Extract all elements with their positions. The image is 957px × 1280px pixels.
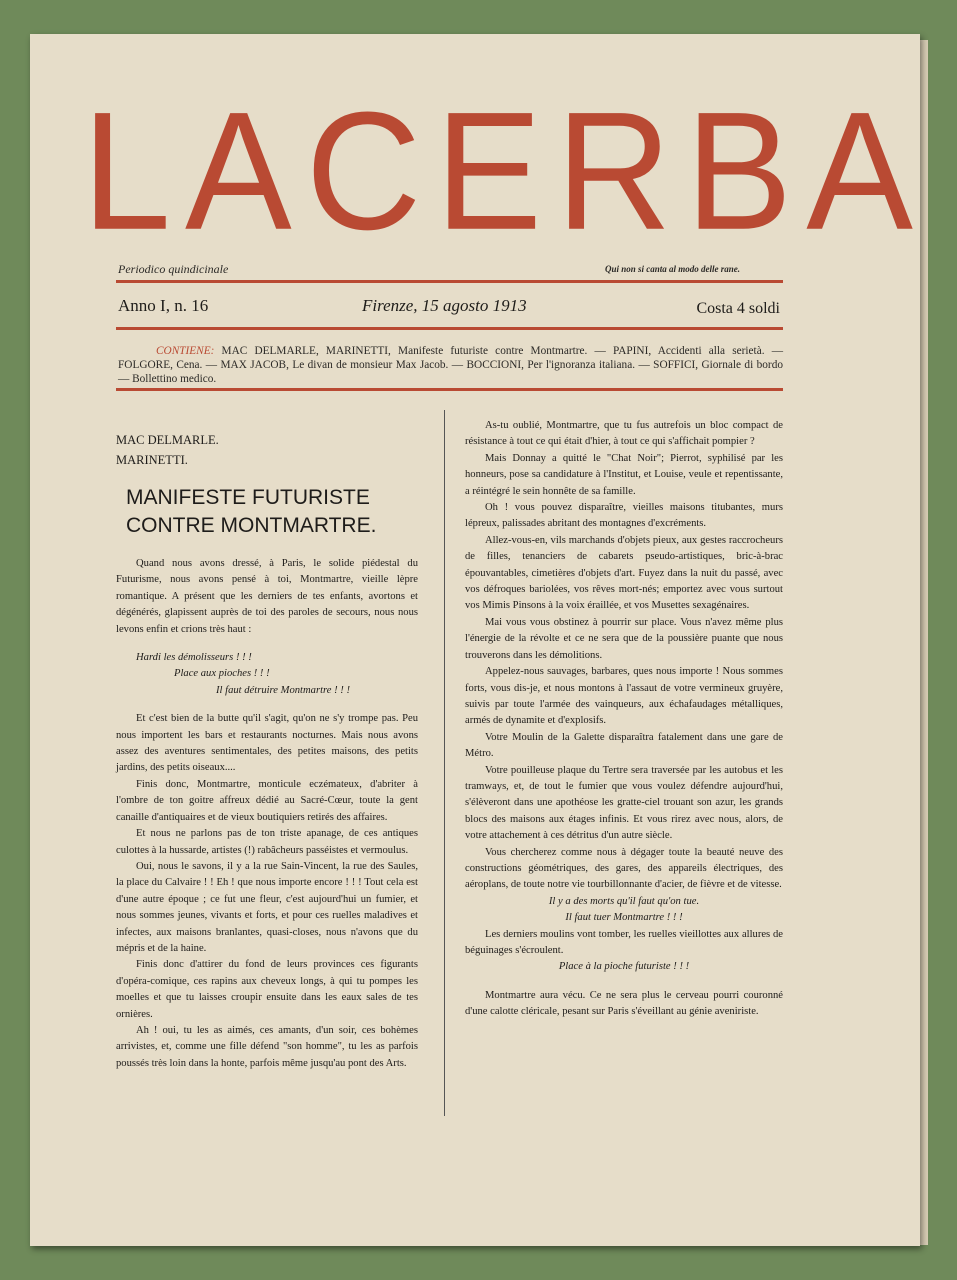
- contents-label: CONTIENE:: [156, 345, 215, 357]
- verse-line: Il faut tuer Montmartre ! ! !: [565, 912, 683, 924]
- red-rule-top: [116, 280, 783, 283]
- verse-line: Hardi les démolisseurs ! ! !: [136, 652, 252, 664]
- article-column-right: [465, 418, 783, 1021]
- article-title-line: CONTRE MONTMARTRE.: [126, 514, 377, 537]
- paragraph: Les derniers moulins vont tomber, les ruelles vieillottes aux allures de béguinages s'écroulent.: [465, 928, 783, 956]
- paragraph: Votre pouilleuse plaque du Tertre sera traversée par les autobus et les tramways, et, de tout le fumier que vous voulez défendre aujourd'hui, s'élèveront dans une apothéose les gratte-ciel trouant son azur, les grands blocs des maisons aux étages infinis. Et vous rirez avec nous, alors, de votre attachement à ces détritus d'un autre siècle.: [465, 764, 783, 842]
- verse-line: Il y a des morts qu'il faut qu'on tue.: [548, 895, 700, 907]
- paragraph: Oui, nous le savons, il y a la rue Sain-Vincent, la rue des Saules, la place du Calvaire ! ! Eh ! que nous importe encore ! ! ! Tout cela est d'une autre époque ; ce fut une fleur, c'est aujourd'hui un fumier, et nous sommes jeunes, vivants et forts, et pour ces ruelles maladives et infectes, aux maisons branlantes, quasi-closes, nous n'avons que du mépris et de la haine.: [116, 860, 418, 954]
- paragraph: Allez-vous-en, vils marchands d'objets pieux, aux gestes raccrocheurs de filles, tenanciers de cabarets pseudo-artistiques, bric-à-brac épouvantables, cimetières d'objets d'art. Fuyez dans la nuit du passé, avec vos défroques bariolées, vos rêves mort-nés; emportez avec vous surtout vos Mimis Pinsons à la voix éraillée, et vos Musettes sexagénaires.: [465, 534, 783, 612]
- article-title: [126, 484, 418, 540]
- red-rule-bottom: [116, 388, 783, 391]
- contents-summary: [118, 344, 783, 386]
- issue-number: Anno I, n. 16: [118, 296, 209, 315]
- paragraph: Et nous ne parlons pas de ton triste apanage, de ces antiques culottes à la hussarde, artistes (!) rabâcheurs passéistes et vermoulus.: [116, 828, 418, 856]
- red-rule-middle: [116, 327, 783, 330]
- paragraph: Quand nous avons dressé, à Paris, le solide piédestal du Futurisme, nous avons pensé à toi, Montmartre, vieille lèpre romantique. A présent que les derniers de tes enfants, avortons et dégénérés, glapissent auprès de toi des paroles de secours, nous nous levons enfin et crions très haut :: [116, 558, 418, 635]
- paragraph: Oh ! vous pouvez disparaître, vieilles maisons titubantes, murs lépreux, palissades abritant des montagnes d'excréments.: [465, 502, 783, 530]
- masthead-title: LACERBA: [82, 76, 927, 265]
- paragraph: Finis donc, Montmartre, monticule eczémateux, d'abriter à l'ombre de ton goitre affreux dédié au Sacré-Cœur, toute la gent canaille d'antiquaires et de vieux boutiquiers retirés des affaires.: [116, 778, 418, 823]
- paragraph: As-tu oublié, Montmartre, que tu fus autrefois un bloc compact de résistance à tout ce qui était d'hier, à tout ce qui s'affichait pompier ?: [465, 420, 783, 448]
- article-title-line: MANIFESTE FUTURISTE: [126, 486, 370, 509]
- verse-line: Il faut détruire Montmartre ! ! !: [216, 684, 350, 696]
- paragraph: Montmartre aura vécu. Ce ne sera plus le cerveau pourri couronné d'une calotte cléricale, pesant sur Paris s'éveillant au génie aveniriste.: [465, 989, 783, 1018]
- paragraph: Mai vous vous obstinez à pourrir sur place. Vous n'avez même plus l'énergie de la révolte et ce ne sera que de la poussière puante que nous trouverons dans les démolitions.: [465, 616, 783, 661]
- verse-line: Place aux pioches ! ! !: [174, 668, 270, 680]
- author-line: MAC DELMARLE.: [116, 433, 219, 447]
- paragraph: Votre Moulin de la Galette disparaîtra fatalement dans une gare de Métro.: [465, 731, 783, 760]
- motto: Qui non si canta al modo delle rane.: [605, 264, 741, 274]
- column-divider: [444, 410, 445, 1116]
- contents-text: MAC DELMARLE, MARINETTI, Manifeste futuriste contre Montmartre. — PAPINI, Accidenti alla serietà. — FOLGORE, Cena. — MAX JACOB, Le divan de monsieur Max Jacob. — BOCCIONI, Per l'ignoranza italiana. — SOFFICI, Giornale di bordo — Bollettino medico.: [118, 345, 783, 385]
- periodicity-label: Periodico quindicinale: [118, 262, 229, 276]
- article-column-left: [116, 430, 418, 1072]
- verse-line: Place à la pioche futuriste ! ! !: [558, 961, 690, 973]
- place-date: Firenze, 15 agosto 1913: [362, 296, 527, 315]
- paragraph: Finis donc d'attirer du fond de leurs provinces ces figurants d'opéra-comique, ces rapins aux cheveux longs, à qui tu pompes les moelles et que tu laisses croupir ensuite dans les eaux sales de tes ornières.: [116, 959, 418, 1020]
- paragraph: Mais Donnay a quitté le "Chat Noir"; Pierrot, syphilisé par les honneurs, pose sa candidature à l'Institut, et Louise, veule et repentissante, a réintégré le sein honnête de sa famille.: [465, 452, 783, 497]
- author-line: MARINETTI.: [116, 453, 188, 467]
- price: Costa 4 soldi: [696, 300, 780, 317]
- paragraph: Ah ! oui, tu les as aimés, ces amants, d'un soir, ces bohèmes arrivistes, et, comme une fille défend "son homme", tu les as parfois poussés très loin dans la honte, parfois même jusqu'au pont des Arts.: [116, 1024, 418, 1069]
- paragraph: Appelez-nous sauvages, barbares, ques nous importe ! Nous sommes forts, vous dis-je, et nous montons à l'assaut de votre vermineux gruyère, suivis par toute l'armée des vainqueurs, aux échafaudages métalliques, armés de dynamite et d'explosifs.: [465, 666, 783, 727]
- paragraph: Vous chercherez comme nous à dégager toute la beauté neuve des constructions géométriques, des gares, des appareils électriques, des aéroplans, de toute notre vie tourbillonnante d'acier, de fièvre et de vitesse.: [465, 846, 783, 891]
- paragraph: Et c'est bien de la butte qu'il s'agit, qu'on ne s'y trompe pas. Peu nous importent les bars et restaurants nocturnes. Mais nous avons assez des aventures sentimentales, des petites maisons, des petits jardins, des petits oiseaux....: [116, 713, 418, 774]
